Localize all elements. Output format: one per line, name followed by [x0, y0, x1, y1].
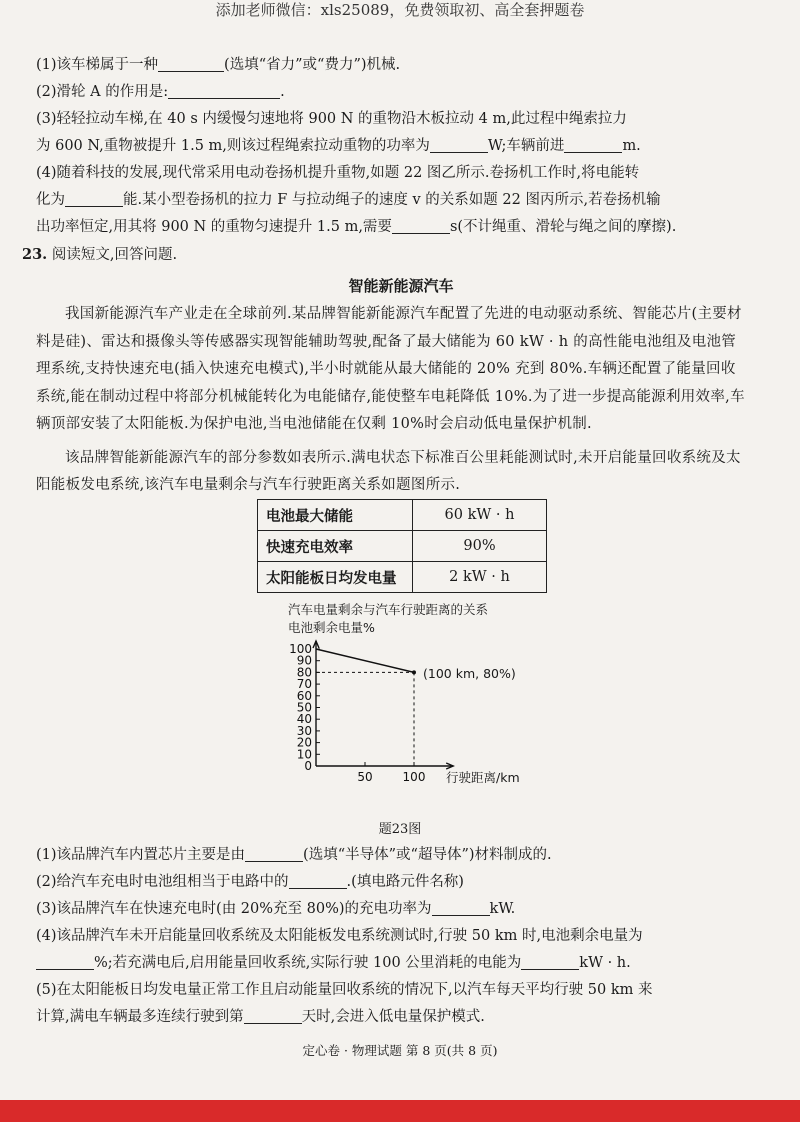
- y-tick-label: 40: [296, 712, 312, 727]
- q23-sub2: (2)给汽车充电时电池组相当于电路中的 .(填电路元件名称): [36, 874, 464, 890]
- answer-blank[interactable]: [564, 136, 622, 153]
- table-value: 60 kW · h: [413, 500, 547, 531]
- article-paragraph-1: 我国新能源汽车产业走在全球前列.某品牌智能新能源汽车配置了先进的电动驱动系统、智能芯片(主要材料是硅)、雷达和摄像头等传感器实现智能辅助驾驶,配备了最大储能为 60 kW · h 的高性能电池组及电池管理系统,支持快速充电(插入快速充电模式),半小时就能从最大储能的 20% 充到 80%.车辆还配置了能量回收系统,能在制动过程中将部分机械能转化为电能储存,能使整车电耗降低 10%.为了进一步提高能源利用效率,车辆顶部安装了太阳能板.为保护电池,当电池储能在仅剩 10%时会启动低电量保护机制.: [36, 306, 745, 432]
- battery-distance-chart: [262, 598, 582, 813]
- q23-sub4-line1: (4)该品牌汽车未开启能量回收系统及太阳能板发电系统测试时,行驶 50 km 时,电池剩余电量为: [36, 928, 643, 944]
- y-tick-label: 0: [304, 759, 312, 773]
- table-row: [258, 500, 547, 531]
- data-point: [412, 670, 416, 674]
- y-tick-label: 10: [296, 747, 312, 762]
- answer-blank[interactable]: [289, 872, 347, 889]
- y-tick-label: 80: [296, 665, 312, 680]
- q22-sub2: (2)滑轮 A 的作用是: .: [36, 84, 285, 100]
- answer-blank[interactable]: [168, 82, 280, 99]
- answer-blank[interactable]: [432, 899, 490, 916]
- answer-blank[interactable]: [36, 953, 94, 970]
- bottom-banner: [0, 1100, 800, 1122]
- q22-sub4-line2: 化为 能.某小型卷扬机的拉力 F 与拉动绳子的速度 v 的关系如题 22 图丙所示,若卷扬机输: [36, 192, 661, 208]
- table-value: 90%: [413, 531, 547, 562]
- page-header-banner: 添加老师微信：xls25089，免费领取初、高全套押题卷: [215, 1, 585, 19]
- point-annotation: (100 km, 80%): [423, 666, 516, 681]
- series-line: [316, 649, 414, 672]
- y-axis-label: 电池剩余电量%: [288, 620, 375, 635]
- x-tick-label: 50: [357, 770, 373, 784]
- q23-subquestions: [36, 842, 786, 1031]
- table-key: 快速充电效率: [258, 531, 413, 562]
- page-footer: 定心卷 · 物理试题 第 8 页(共 8 页): [302, 1043, 498, 1058]
- table-row: [258, 531, 547, 562]
- article-paragraph-2: 该品牌智能新能源汽车的部分参数如表所示.满电状态下标准百公里耗能测试时,未开启能量回收系统及太阳能板发电系统,该汽车电量剩余与汽车行驶距离关系如题图所示.: [36, 449, 741, 493]
- x-axis-label: 行驶距离/km: [446, 770, 520, 785]
- y-tick-label: 50: [296, 700, 312, 715]
- answer-blank[interactable]: [521, 953, 579, 970]
- question-22-continued: [22, 52, 766, 500]
- table-row: [258, 562, 547, 593]
- q22-sub3-line1: (3)轻轻拉动车梯,在 40 s 内缓慢匀速地将 900 N 的重物沿木板拉动 4 m,此过程中绳索拉力: [36, 111, 627, 127]
- answer-blank[interactable]: [244, 1007, 302, 1024]
- table-value: 2 kW · h: [413, 562, 547, 593]
- q23-sub5-line2: 计算,满电车辆最多连续行驶到第 天时,会进入低电量保护模式.: [36, 1009, 485, 1025]
- q22-sub3-line2: 为 600 N,重物被提升 1.5 m,则该过程绳索拉动重物的功率为 W;车辆前进 m.: [36, 138, 641, 154]
- q23-prompt: 23. 阅读短文,回答问题.: [22, 246, 178, 263]
- y-tick-label: 70: [296, 677, 312, 692]
- figure-caption: 题23图: [378, 822, 422, 837]
- q23-sub3: (3)该品牌汽车在快速充电时(由 20%充至 80%)的充电功率为 kW.: [36, 901, 516, 917]
- answer-blank[interactable]: [65, 190, 123, 207]
- y-tick-label: 60: [296, 688, 312, 703]
- q23-sub1: (1)该品牌汽车内置芯片主要是由 (选填“半导体”或“超导体”)材料制成的.: [36, 847, 552, 863]
- y-tick-label: 100: [289, 642, 312, 656]
- answer-blank[interactable]: [158, 55, 224, 72]
- x-tick-label: 100: [402, 770, 426, 784]
- answer-blank[interactable]: [245, 845, 303, 862]
- y-tick-label: 30: [296, 723, 312, 738]
- table-key: 电池最大储能: [258, 500, 413, 531]
- y-tick-label: 20: [296, 735, 312, 750]
- q23-sub4-line2: %;若充满电后,启用能量回收系统,实际行驶 100 公里消耗的电能为 kW · h.: [36, 950, 786, 977]
- q22-sub1: (1)该车梯属于一种 (选填“省力”或“费力”)机械.: [36, 57, 401, 73]
- article-title: 智能新能源汽车: [348, 277, 454, 295]
- table-key: 太阳能板日均发电量: [258, 562, 413, 593]
- chart-title: 汽车电量剩余与汽车行驶距离的关系: [288, 602, 489, 617]
- parameter-table: [257, 499, 547, 593]
- q22-sub4-line1: (4)随着科技的发展,现代常采用电动卷扬机提升重物,如题 22 图乙所示.卷扬机工作时,将电能转: [36, 165, 640, 181]
- answer-blank[interactable]: [430, 136, 488, 153]
- q23-sub5-line1: (5)在太阳能板日均发电量正常工作且启动能量回收系统的情况下,以汽车每天平均行驶 50 km 来: [36, 982, 653, 998]
- q23-number: 23.: [22, 246, 48, 263]
- answer-blank[interactable]: [392, 217, 450, 234]
- q22-sub4-line3: 出功率恒定,用其将 900 N 的重物匀速提升 1.5 m,需要 s(不计绳重、滑轮与绳之间的摩擦).: [36, 219, 677, 235]
- y-tick-label: 90: [296, 653, 312, 668]
